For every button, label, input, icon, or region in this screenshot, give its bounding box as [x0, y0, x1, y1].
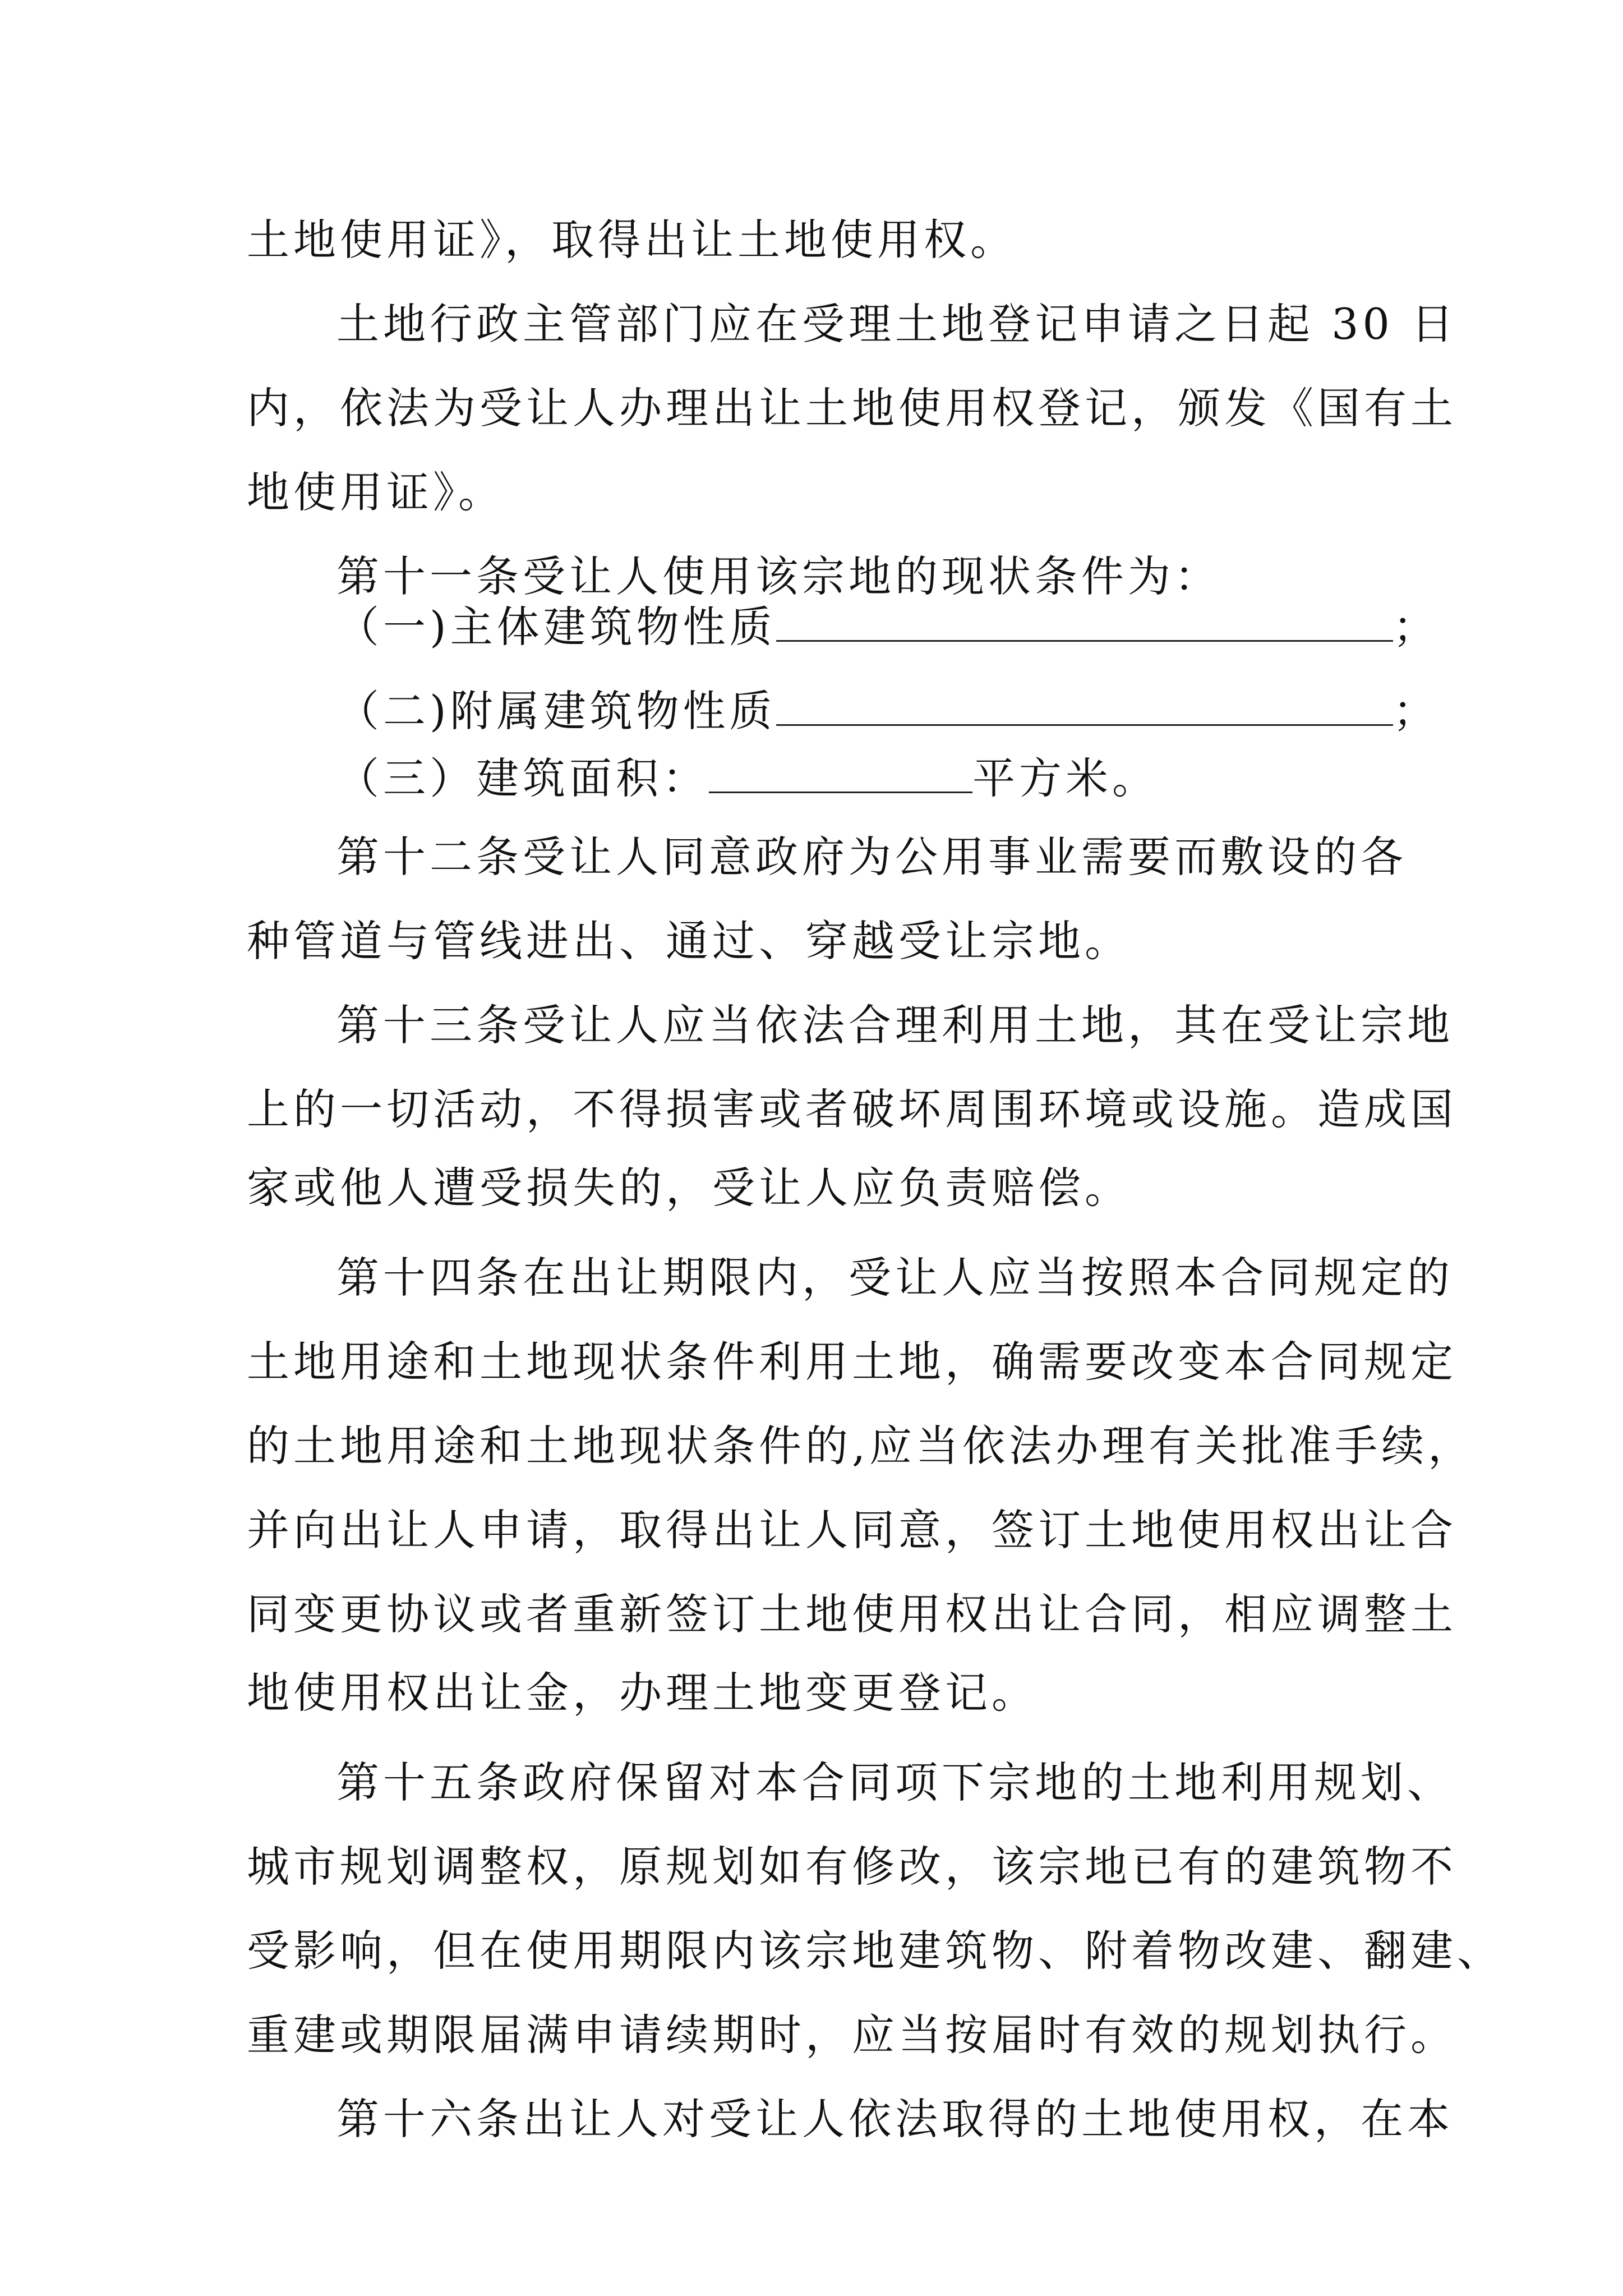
- blank-field: [776, 688, 1393, 726]
- item-label: （一)主体建筑物性质: [336, 602, 776, 652]
- text-line: 内，依法为受让人办理出让土地使用权登记，颁发《国有土: [247, 383, 1457, 433]
- text-line: 的土地用途和土地现状条件的,应当依法办理有关批准手续，: [247, 1421, 1475, 1471]
- text-line: 第十六条出让人对受让人依法取得的土地使用权，在本: [336, 2094, 1454, 2144]
- item-auxiliary-building: [336, 678, 1440, 745]
- text-line: 第十五条政府保留对本合同项下宗地的土地利用规划、: [336, 1757, 1454, 1807]
- text-line: 第十三条受让人应当依法合理利用土地，其在受让宗地: [336, 1000, 1454, 1050]
- text-line: 地使用权出让金，办理土地变更登记。: [247, 1668, 1038, 1718]
- text-line: 城市规划调整权，原规划如有修改，该宗地已有的建筑物不: [247, 1842, 1457, 1892]
- item-end: ；: [1393, 602, 1440, 652]
- text-line: 种管道与管线进出、通过、穿越受让宗地。: [247, 916, 1131, 966]
- item-end: ；: [1393, 686, 1440, 736]
- text-line: 土地行政主管部门应在受理土地登记申请之日起 30 日: [336, 299, 1458, 349]
- blank-field: [776, 604, 1393, 642]
- text-line: 重建或期限届满申请续期时，应当按届时有效的规划执行。: [247, 2010, 1457, 2060]
- text-line: 上的一切活动，不得损害或者破坏周围环境或设施。造成国: [247, 1084, 1457, 1134]
- text-line: 家或他人遭受损失的，受让人应负责赔偿。: [247, 1163, 1131, 1213]
- text-line: 第十四条在出让期限内，受让人应当按照本合同规定的: [336, 1253, 1454, 1303]
- item-label: （二)附属建筑物性质: [336, 686, 776, 736]
- item-end: 平方米。: [972, 753, 1159, 803]
- text-line: 土地使用证》，取得出让土地使用权。: [247, 215, 1017, 265]
- item-floor-area: [336, 745, 1402, 812]
- text-line: 受影响，但在使用期限内该宗地建筑物、附着物改建、翻建、: [247, 1926, 1504, 1976]
- item-main-building: [336, 593, 1440, 661]
- text-line: 并向出让人申请，取得出让人同意，签订土地使用权出让合: [247, 1505, 1457, 1555]
- item-label: （三）建筑面积：: [336, 753, 709, 803]
- text-line: 土地用途和土地现状条件利用土地，确需要改变本合同规定: [247, 1337, 1457, 1387]
- text-line: 第十二条受让人同意政府为公用事业需要而敷设的各: [336, 832, 1407, 882]
- text-line: 同变更协议或者重新签订土地使用权出让合同，相应调整土: [247, 1589, 1457, 1639]
- text-line: 地使用证》。: [247, 467, 505, 517]
- text-line: 第十一条受让人使用该宗地的现状条件为：: [336, 551, 1221, 601]
- blank-field: [709, 756, 972, 793]
